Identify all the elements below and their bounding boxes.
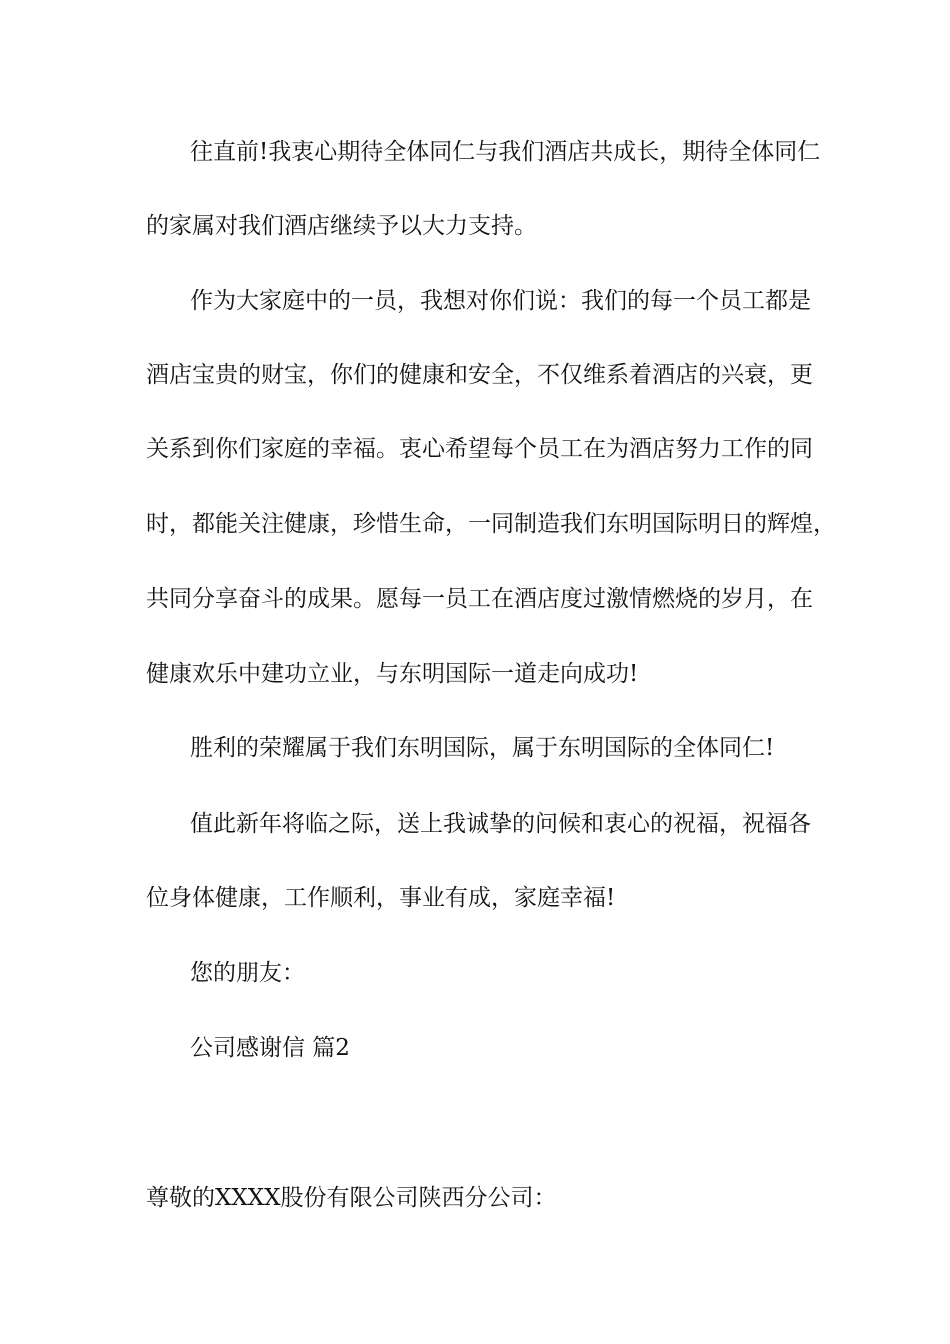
signature-line: 您的朋友： <box>190 960 305 986</box>
paragraph-line: 酒店宝贵的财宝，你们的健康和安全，不仅维系着酒店的兴衰，更 <box>146 362 813 388</box>
paragraph-line: 共同分享奋斗的成果。愿每一员工在酒店度过激情燃烧的岁月，在 <box>146 586 813 612</box>
paragraph-line: 胜利的荣耀属于我们东明国际，属于东明国际的全体同仁! <box>190 735 775 761</box>
section-heading: 公司感谢信 篇2 <box>190 1035 350 1061</box>
paragraph-line: 的家属对我们酒店继续予以大力支持。 <box>146 213 537 239</box>
paragraph-line: 关系到你们家庭的幸福。衷心希望每个员工在为酒店努力工作的同 <box>146 436 813 462</box>
paragraph-line: 往直前!我衷心期待全体同仁与我们酒店共成长，期待全体同仁 <box>190 139 821 165</box>
paragraph-line: 健康欢乐中建功立业，与东明国际一道走向成功! <box>146 661 639 687</box>
paragraph-line: 时，都能关注健康，珍惜生命，一同制造我们东明国际明日的辉煌， <box>146 511 836 537</box>
paragraph-line: 位身体健康，工作顺利，事业有成，家庭幸福! <box>146 885 616 911</box>
paragraph-line: 作为大家庭中的一员，我想对你们说：我们的每一个员工都是 <box>190 288 811 314</box>
paragraph-line: 值此新年将临之际，送上我诚挚的问候和衷心的祝福，祝福各 <box>190 811 811 837</box>
salutation-line: 尊敬的XXXX股份有限公司陕西分公司： <box>146 1185 557 1211</box>
